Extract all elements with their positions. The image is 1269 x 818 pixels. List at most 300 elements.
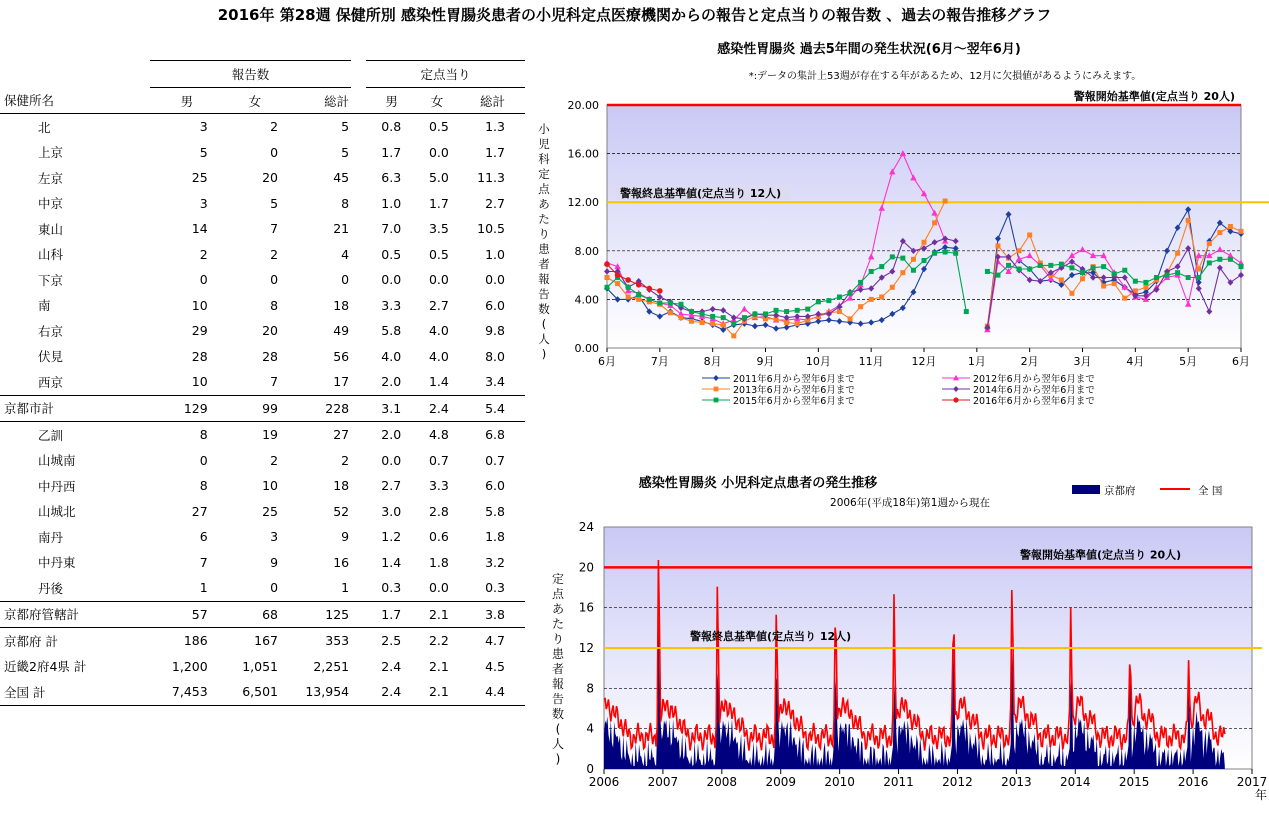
chart1-ylabel-char: 小 bbox=[538, 122, 550, 136]
cell-dm: 2.0 bbox=[366, 422, 417, 448]
cell-df: 1.8 bbox=[428, 554, 449, 570]
row-name: 東山 bbox=[38, 221, 64, 237]
table-row bbox=[0, 344, 525, 370]
chart1-ylabel-char: 点 bbox=[538, 182, 550, 196]
cell-df: 4.8 bbox=[417, 422, 457, 448]
chart1-series-3-point bbox=[1143, 285, 1148, 290]
chart1-legend-item-marker bbox=[714, 387, 719, 392]
chart1-xtick-label: 2月 bbox=[1020, 355, 1039, 368]
cell-m: 129 bbox=[150, 395, 224, 422]
cell-t: 353 bbox=[286, 628, 351, 654]
chart1-ylabel-char: 者 bbox=[538, 257, 550, 271]
cell-dm: 0.8 bbox=[381, 119, 402, 135]
cell-df: 2.7 bbox=[428, 297, 449, 313]
table-row bbox=[0, 165, 525, 191]
cell-f: 0 bbox=[270, 272, 279, 288]
cell-df: 0.7 bbox=[428, 452, 449, 468]
table-row bbox=[0, 422, 525, 448]
chart1-series-3-point bbox=[943, 198, 948, 203]
cell-dt: 0.0 bbox=[485, 272, 505, 288]
chart1-series-5-point bbox=[774, 308, 779, 313]
chart2-ylabel-char: 告 bbox=[551, 692, 565, 706]
cell-m: 5 bbox=[199, 144, 208, 160]
chart2-subtitle: 2006年(平成18年)第1週から現在 bbox=[830, 497, 990, 509]
cell-dt: 2.7 bbox=[485, 195, 505, 211]
cell-dt: 11.3 bbox=[477, 170, 505, 186]
row-name: 上京 bbox=[38, 145, 64, 161]
chart1-series-5-point bbox=[869, 269, 874, 274]
table-row bbox=[0, 395, 525, 422]
table-row bbox=[0, 679, 525, 705]
trend-area-chart bbox=[530, 470, 1269, 818]
chart1-series-5-point bbox=[1165, 273, 1170, 278]
cell-df: 3.5 bbox=[428, 221, 449, 237]
chart2-xtick-label: 2010 bbox=[824, 775, 855, 789]
cell-f: 99 bbox=[224, 395, 286, 422]
gap-cell bbox=[351, 601, 366, 628]
gap-cell bbox=[351, 369, 366, 395]
chart1-series-3-point bbox=[900, 270, 905, 275]
row-name: 丹後 bbox=[38, 580, 64, 596]
cell-dm: 3.1 bbox=[366, 395, 417, 422]
chart1-xtick-label: 9月 bbox=[756, 355, 775, 368]
chart1-series-5-point bbox=[678, 302, 683, 307]
chart1-series-5-point bbox=[1154, 275, 1159, 280]
cell-dt: 3.8 bbox=[457, 601, 525, 628]
chart2-xtick-label: 2015 bbox=[1118, 775, 1150, 789]
cell-f: 167 bbox=[224, 628, 286, 654]
chart1-series-5-point bbox=[742, 315, 747, 320]
chart1-ylabel-char: 人 bbox=[538, 332, 550, 346]
chart2-alarm-label: 警報開始基準値(定点当り 20人) bbox=[1020, 548, 1182, 562]
gap-cell bbox=[351, 216, 366, 242]
cell-f: 7 bbox=[270, 374, 279, 390]
chart2-xtick-label: 2011 bbox=[883, 775, 914, 789]
cell-df: 2.8 bbox=[428, 503, 449, 519]
cell-df: 2.1 bbox=[417, 679, 457, 705]
chart1-series-6-point bbox=[646, 286, 652, 292]
cell-dm: 2.5 bbox=[366, 628, 417, 654]
chart1-series-3-point bbox=[922, 240, 927, 245]
chart1-series-6-point bbox=[604, 261, 610, 267]
chart1-series-5-point bbox=[668, 301, 673, 306]
row-name: 北 bbox=[38, 119, 51, 135]
chart1-series-3-point bbox=[858, 304, 863, 309]
column-header-total-rate: 総計 bbox=[457, 88, 525, 114]
chart1-series-3-point bbox=[1059, 277, 1064, 282]
chart1-series-5-point bbox=[1217, 257, 1222, 262]
chart1-series-5-point bbox=[848, 291, 853, 296]
chart1-series-3-point bbox=[1239, 229, 1244, 234]
cell-t: 0 bbox=[341, 272, 350, 288]
chart1-series-5-point bbox=[721, 315, 726, 320]
cell-dt: 1.7 bbox=[485, 144, 505, 160]
gap-cell bbox=[351, 473, 366, 499]
cell-dt: 1.8 bbox=[485, 529, 505, 545]
chart1-series-3-point bbox=[710, 321, 715, 326]
chart1-legend-item-label: 2011年6月から翌年6月まで bbox=[733, 374, 855, 385]
chart1-series-3-point bbox=[605, 275, 610, 280]
row-name: 全国 計 bbox=[0, 679, 150, 705]
chart2-ylabel-char: 点 bbox=[551, 587, 565, 601]
chart2-ylabel-char: 患 bbox=[551, 647, 565, 661]
cell-dm: 6.3 bbox=[381, 170, 402, 186]
cell-dt: 4.5 bbox=[485, 658, 505, 674]
cell-df: 3.3 bbox=[428, 478, 449, 494]
cell-df: 0.5 bbox=[428, 119, 449, 135]
chart2-ylabel-char: あ bbox=[551, 602, 565, 616]
table-row bbox=[0, 114, 525, 140]
cell-f: 1,051 bbox=[242, 658, 279, 674]
cell-f: 20 bbox=[262, 323, 279, 339]
chart1-ylabel-char: り bbox=[538, 227, 550, 241]
cell-m: 6 bbox=[199, 529, 208, 545]
cell-dm: 0.0 bbox=[381, 272, 402, 288]
chart1-ylabel-char: 定 bbox=[538, 167, 550, 181]
chart1-series-3-point bbox=[795, 321, 800, 326]
chart2-ylabel-char: た bbox=[551, 617, 565, 631]
cell-dt: 3.2 bbox=[485, 554, 505, 570]
cell-t: 9 bbox=[341, 529, 350, 545]
chart1-series-5-point bbox=[1133, 279, 1138, 284]
cell-dt: 1.0 bbox=[485, 246, 505, 262]
chart2-xtick-label: 2016 bbox=[1177, 775, 1209, 789]
chart1-series-6-point bbox=[625, 277, 631, 283]
cell-t: 27 bbox=[286, 422, 351, 448]
page-title: 2016年 第28週 保健所別 感染性胃腸炎患者の小児科定点医療機関からの報告と定点当りの報告数 、過去の報告推移グラフ bbox=[217, 6, 1052, 24]
chart2-ylabel-char: 者 bbox=[551, 662, 565, 676]
chart1-series-5-point bbox=[805, 307, 810, 312]
chart1-series-3-point bbox=[995, 243, 1000, 248]
table-row bbox=[0, 654, 525, 680]
cell-f: 2 bbox=[270, 119, 279, 135]
cell-dt: 4.4 bbox=[457, 679, 525, 705]
chart1-series-3-point bbox=[1217, 230, 1222, 235]
cell-m: 29 bbox=[191, 323, 208, 339]
chart1-ylabel-char: あ bbox=[538, 197, 550, 211]
cell-df: 0.0 bbox=[428, 144, 449, 160]
cell-m: 8 bbox=[150, 422, 224, 448]
chart1-series-5-point bbox=[900, 256, 905, 261]
cell-t: 52 bbox=[333, 503, 350, 519]
chart1-series-5-point bbox=[1038, 263, 1043, 268]
gap-cell bbox=[351, 293, 366, 319]
chart1-series-5-point bbox=[1059, 262, 1064, 267]
chart1-ylabel-char: ( bbox=[541, 317, 547, 331]
chart1-series-6-point bbox=[615, 272, 621, 278]
chart2-title: 感染性胃腸炎 小児科定点患者の発生推移 bbox=[638, 476, 878, 491]
chart1-legend-item-marker bbox=[953, 397, 958, 402]
cell-m: 0 bbox=[199, 452, 208, 468]
chart1-ylabel-char: 報 bbox=[538, 272, 550, 286]
cell-dt: 0.3 bbox=[485, 580, 505, 596]
cell-f: 9 bbox=[270, 554, 279, 570]
row-name: 西京 bbox=[38, 374, 64, 390]
chart1-series-5-point bbox=[1006, 263, 1011, 268]
gap-cell bbox=[351, 267, 366, 293]
chart1-xtick-label: 11月 bbox=[858, 355, 884, 368]
chart1-series-3-point bbox=[1196, 267, 1201, 272]
cell-df: 1.7 bbox=[428, 195, 449, 211]
cell-m: 2 bbox=[199, 246, 208, 262]
chart1-series-5-point bbox=[879, 264, 884, 269]
chart1-series-3-point bbox=[1228, 224, 1233, 229]
row-name: 京都市計 bbox=[0, 395, 150, 422]
chart1-series-5-point bbox=[1207, 260, 1212, 265]
column-header-male-rate: 男 bbox=[366, 88, 417, 114]
chart1-series-5-point bbox=[1186, 275, 1191, 280]
chart1-series-5-point bbox=[837, 294, 842, 299]
table-row bbox=[0, 575, 525, 601]
gap-cell bbox=[351, 318, 366, 344]
chart2-xtick-label: 2017 bbox=[1236, 775, 1268, 789]
chart2-xtick-label: 2008 bbox=[706, 775, 738, 789]
table-row bbox=[0, 550, 525, 576]
chart1-series-3-point bbox=[1080, 276, 1085, 281]
report-table bbox=[0, 60, 525, 706]
column-header-male: 男 bbox=[150, 88, 224, 114]
cell-f: 19 bbox=[224, 422, 286, 448]
chart2-ytick-label: 0 bbox=[586, 762, 594, 776]
chart2-legend-kyoto-swatch bbox=[1072, 485, 1100, 494]
row-name: 乙訓 bbox=[0, 422, 150, 448]
chart1-series-3-point bbox=[1069, 291, 1074, 296]
cell-f: 6,501 bbox=[224, 679, 286, 705]
chart1-legend-item-label: 2012年6月から翌年6月まで bbox=[973, 374, 1095, 385]
chart1-ytick-label: 20.00 bbox=[567, 99, 599, 112]
chart1-series-3-point bbox=[1101, 284, 1106, 289]
cell-m: 28 bbox=[191, 348, 208, 364]
chart2-xtick-label: 2014 bbox=[1059, 775, 1091, 789]
gap-cell bbox=[351, 422, 366, 448]
chart1-series-5-point bbox=[922, 258, 927, 263]
chart1-series-3-point bbox=[636, 297, 641, 302]
chart1-series-5-point bbox=[763, 311, 768, 316]
cell-f: 2 bbox=[270, 246, 279, 262]
cell-t: 45 bbox=[333, 170, 350, 186]
chart1-series-5-point bbox=[1080, 270, 1085, 275]
cell-t: 125 bbox=[286, 601, 351, 628]
gap-cell bbox=[351, 242, 366, 268]
chart2-xtick-label: 2012 bbox=[942, 775, 973, 789]
cell-t: 18 bbox=[333, 478, 350, 494]
cell-df: 1.4 bbox=[428, 374, 449, 390]
chart1-series-6-point bbox=[636, 282, 642, 288]
cell-dt: 6.0 bbox=[485, 297, 505, 313]
chart1-series-5-point bbox=[858, 280, 863, 285]
row-name: 中丹西 bbox=[38, 478, 76, 494]
cell-dt: 4.7 bbox=[457, 628, 525, 654]
chart2-xtick-label: 2007 bbox=[647, 775, 679, 789]
table-row bbox=[0, 267, 525, 293]
row-name: 中丹東 bbox=[38, 555, 76, 571]
chart1-series-3-point bbox=[911, 257, 916, 262]
cell-m: 1,200 bbox=[171, 658, 208, 674]
chart1-ytick-label: 12.00 bbox=[567, 196, 599, 210]
chart1-series-5-point bbox=[1239, 264, 1244, 269]
table-row bbox=[0, 628, 525, 654]
cell-m: 25 bbox=[191, 170, 208, 186]
chart1-series-3-point bbox=[678, 315, 683, 320]
cell-f: 68 bbox=[224, 601, 286, 628]
chart1-xtick-label: 6月 bbox=[1232, 355, 1250, 368]
cell-m: 3 bbox=[199, 195, 208, 211]
chart1-series-5-point bbox=[943, 250, 948, 255]
cell-f: 3 bbox=[270, 529, 279, 545]
gap-cell bbox=[351, 344, 366, 370]
cell-f: 7 bbox=[270, 221, 279, 237]
chart1-end-label: 警報終息基準値(定点当り 12人) bbox=[620, 187, 782, 201]
cell-t: 21 bbox=[333, 221, 350, 237]
chart1-series-3-point bbox=[615, 281, 620, 286]
chart1-alarm-label: 警報開始基準値(定点当り 20人) bbox=[1073, 90, 1235, 103]
cell-f: 5 bbox=[270, 195, 279, 211]
cell-t: 8 bbox=[341, 195, 350, 211]
gap-cell bbox=[351, 114, 366, 140]
cell-dt: 3.4 bbox=[485, 374, 505, 390]
cell-df: 5.0 bbox=[428, 170, 449, 186]
chart1-ylabel-char: 数 bbox=[538, 302, 550, 316]
chart1-series-6-point bbox=[657, 288, 663, 294]
chart2-ytick-label: 8 bbox=[586, 681, 594, 696]
chart1-series-5-point bbox=[985, 269, 990, 274]
chart1-series-5-point bbox=[710, 314, 715, 319]
cell-t: 49 bbox=[333, 323, 350, 339]
chart2-ylabel-char: 数 bbox=[551, 707, 565, 721]
chart1-series-5-point bbox=[605, 285, 610, 290]
chart1-series-3-point bbox=[1175, 251, 1180, 256]
chart1-series-5-point bbox=[795, 308, 800, 313]
chart1-series-3-point bbox=[1027, 233, 1032, 238]
chart1-xtick-label: 1月 bbox=[967, 355, 986, 368]
chart2-ylabel-char: 人 bbox=[551, 737, 565, 751]
gap-cell bbox=[351, 395, 366, 422]
chart2-ylabel-char: ) bbox=[555, 752, 561, 766]
chart1-series-5-point bbox=[953, 251, 958, 256]
table-row bbox=[0, 473, 525, 499]
cell-dt: 9.8 bbox=[485, 323, 505, 339]
table-row bbox=[0, 601, 525, 628]
table-row bbox=[0, 318, 525, 344]
row-name: 左京 bbox=[38, 170, 64, 186]
cell-dt: 6.0 bbox=[485, 478, 505, 494]
chart1-xtick-label: 6月 bbox=[598, 355, 616, 368]
chart1-series-3-point bbox=[1017, 248, 1022, 253]
cell-dm: 1.7 bbox=[366, 601, 417, 628]
chart1-series-3-point bbox=[1122, 296, 1127, 301]
chart2-ytick-label: 24 bbox=[578, 520, 594, 534]
row-name: 下京 bbox=[38, 272, 64, 288]
cell-m: 8 bbox=[199, 478, 208, 494]
row-name: 山城北 bbox=[38, 504, 76, 520]
five-year-line-chart bbox=[530, 36, 1269, 421]
chart2-ytick-label: 16 bbox=[578, 600, 594, 615]
gap-cell bbox=[351, 140, 366, 166]
chart1-series-5-point bbox=[826, 298, 831, 303]
column-header-name: 保健所名 bbox=[0, 88, 150, 114]
cell-dm: 3.3 bbox=[381, 297, 402, 313]
chart1-xtick-label: 7月 bbox=[650, 355, 669, 368]
table-row bbox=[0, 191, 525, 217]
chart2-ytick-label: 4 bbox=[586, 721, 594, 736]
cell-dt: 5.8 bbox=[485, 503, 505, 519]
row-name: 右京 bbox=[38, 323, 64, 339]
cell-m: 1 bbox=[199, 580, 208, 596]
gap-cell bbox=[351, 499, 366, 525]
chart1-ylabel-char: 児 bbox=[538, 137, 550, 151]
chart1-series-5-point bbox=[1196, 275, 1201, 280]
group-header-per-sentinel: 定点当り bbox=[366, 61, 525, 88]
table-row bbox=[0, 293, 525, 319]
chart1-ytick-label: 0.00 bbox=[574, 342, 599, 355]
cell-m: 7 bbox=[199, 554, 208, 570]
chart1-series-3-point bbox=[848, 316, 853, 321]
cell-dm: 1.7 bbox=[381, 144, 402, 160]
cell-dm: 2.4 bbox=[366, 679, 417, 705]
chart1-series-5-point bbox=[784, 309, 789, 314]
chart1-series-5-point bbox=[911, 268, 916, 273]
cell-m: 186 bbox=[150, 628, 224, 654]
column-header-female-rate: 女 bbox=[417, 88, 457, 114]
cell-df: 2.1 bbox=[417, 601, 457, 628]
column-header-total: 総計 bbox=[286, 88, 351, 114]
chart2-ytick-label: 12 bbox=[578, 641, 594, 655]
cell-t: 5 bbox=[341, 144, 350, 160]
gap-cell bbox=[351, 654, 366, 680]
cell-dt: 5.4 bbox=[457, 395, 525, 422]
row-name: 南 bbox=[38, 298, 51, 314]
chart1-legend-item-label: 2014年6月から翌年6月まで bbox=[973, 385, 1095, 396]
cell-dt: 6.8 bbox=[457, 422, 525, 448]
row-name: 南丹 bbox=[38, 529, 64, 545]
cell-df: 0.5 bbox=[428, 246, 449, 262]
cell-df: 2.2 bbox=[417, 628, 457, 654]
cell-t: 18 bbox=[333, 297, 350, 313]
chart1-xtick-label: 12月 bbox=[911, 355, 937, 368]
cell-dm: 1.0 bbox=[381, 195, 402, 211]
gap-cell bbox=[351, 679, 366, 705]
chart1-legend-item-label: 2015年6月から翌年6月まで bbox=[733, 396, 855, 407]
cell-m: 27 bbox=[191, 503, 208, 519]
chart1-series-3-point bbox=[1186, 218, 1191, 223]
chart1-series-5-point bbox=[816, 299, 821, 304]
cell-t: 17 bbox=[333, 374, 350, 390]
cell-f: 10 bbox=[262, 478, 279, 494]
table-row bbox=[0, 242, 525, 268]
chart2-legend-national-label: 全 国 bbox=[1198, 485, 1223, 497]
chart2-xtick-label: 2009 bbox=[765, 775, 797, 789]
cell-dt: 10.5 bbox=[477, 221, 505, 237]
cell-t: 2 bbox=[341, 452, 350, 468]
chart1-xtick-label: 5月 bbox=[1179, 355, 1198, 368]
chart1-series-5-point bbox=[1112, 271, 1117, 276]
chart1-legend-item-label: 2013年6月から翌年6月まで bbox=[733, 385, 855, 396]
chart1-xtick-label: 8月 bbox=[703, 355, 722, 368]
cell-t: 2,251 bbox=[313, 658, 350, 674]
table-row bbox=[0, 369, 525, 395]
chart1-series-5-point bbox=[1017, 267, 1022, 272]
cell-df: 4.0 bbox=[428, 323, 449, 339]
table-row bbox=[0, 448, 525, 474]
chart1-legend-item-label: 2016年6月から翌年6月まで bbox=[973, 396, 1095, 407]
chart1-series-5-point bbox=[636, 292, 641, 297]
gap-cell bbox=[351, 628, 366, 654]
gap-cell bbox=[351, 550, 366, 576]
gap-cell bbox=[351, 191, 366, 217]
chart1-series-5-point bbox=[995, 273, 1000, 278]
chart1-series-3-point bbox=[721, 322, 726, 327]
cell-dm: 3.0 bbox=[381, 503, 402, 519]
